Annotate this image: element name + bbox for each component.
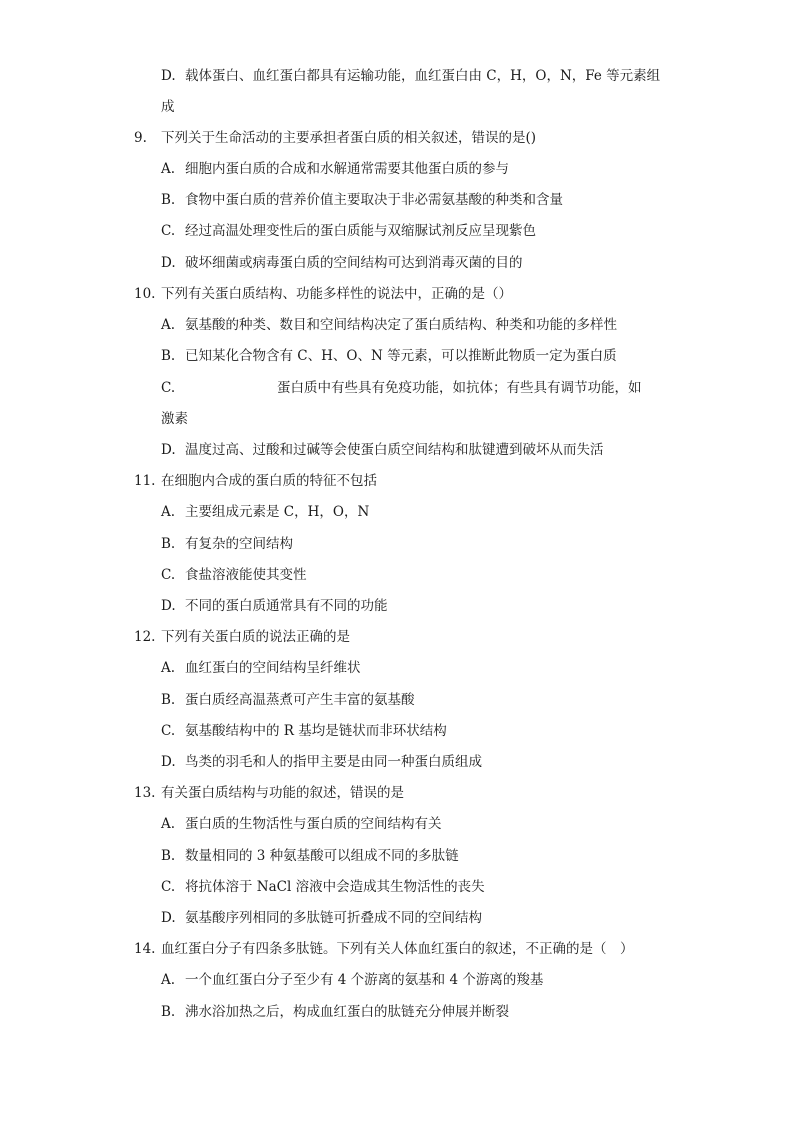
question-number-9: 9. [134,130,147,146]
question-number-10: 10. [134,286,156,302]
question-text-14: 血红蛋白分子有四条多肽链。下列有关人体血红蛋白的叙述，不正确的是（ ） [161,941,634,957]
option-10c-cont: 激素 [161,411,188,427]
option-13d: D. 氨基酸序列相同的多肽链可折叠成不同的空间结构 [161,910,482,926]
option-10c-text: 蛋白质中有些具有免疫功能，如抗体；有些具有调节功能，如 [277,380,642,396]
option-12b: B. 蛋白质经高温蒸煮可产生丰富的氨基酸 [161,692,415,708]
option-10c-letter: C. [161,380,176,396]
option-11d: D. 不同的蛋白质通常具有不同的功能 [161,598,388,614]
question-text-13: 有关蛋白质结构与功能的叙述，错误的是 [161,785,404,801]
option-14b: B. 沸水浴加热之后，构成血红蛋白的肽链充分伸展并断裂 [161,1004,509,1020]
question-text-11: 在细胞内合成的蛋白质的特征不包括 [161,473,377,489]
question-number-12: 12. [134,629,156,645]
question-text-12: 下列有关蛋白质的说法正确的是 [161,629,350,645]
option-11c: C. 食盐溶液能使其变性 [161,567,307,583]
option-9c: C. 经过高温处理变性后的蛋白质能与双缩脲试剂反应呈现紫色 [161,223,536,239]
option-13a: A. 蛋白质的生物活性与蛋白质的空间结构有关 [161,816,442,832]
question-text-9: 下列关于生命活动的主要承担者蛋白质的相关叙述，错误的是() [161,130,537,146]
option-12a: A. 血红蛋白的空间结构呈纤维状 [161,660,361,676]
option-13b: B. 数量相同的 3 种氨基酸可以组成不同的多肽链 [161,848,459,864]
question-number-11: 11. [134,473,156,489]
option-8d-cont: 成 [161,99,175,115]
question-text-10: 下列有关蛋白质结构、功能多样性的说法中，正确的是（） [161,286,512,302]
option-8d: D. 载体蛋白、血红蛋白都具有运输功能，血红蛋白由 C，H，O，N，Fe 等元素组 [161,68,661,84]
option-13c: C. 将抗体溶于 NaCl 溶液中会造成其生物活性的丧失 [161,879,485,895]
question-number-14: 14. [134,941,156,957]
option-10a: A. 氨基酸的种类、数目和空间结构决定了蛋白质结构、种类和功能的多样性 [161,317,617,333]
option-11a: A. 主要组成元素是 C，H，O，N [161,504,370,520]
option-12c: C. 氨基酸结构中的 R 基均是链状而非环状结构 [161,723,447,739]
option-12d: D. 鸟类的羽毛和人的指甲主要是由同一种蛋白质组成 [161,754,482,770]
option-14a: A. 一个血红蛋白分子至少有 4 个游离的氨基和 4 个游离的羧基 [161,972,544,988]
option-10d: D. 温度过高、过酸和过碱等会使蛋白质空间结构和肽键遭到破坏从而失活 [161,442,604,458]
question-number-13: 13. [134,785,156,801]
option-10b: B. 已知某化合物含有 C、H、O、N 等元素，可以推断此物质一定为蛋白质 [161,348,617,364]
option-9a: A. 细胞内蛋白质的合成和水解通常需要其他蛋白质的参与 [161,161,509,177]
option-9d: D. 破坏细菌或病毒蛋白质的空间结构可达到消毒灭菌的目的 [161,255,523,271]
option-9b: B. 食物中蛋白质的营养价值主要取决于非必需氨基酸的种类和含量 [161,192,563,208]
option-11b: B. 有复杂的空间结构 [161,536,293,552]
